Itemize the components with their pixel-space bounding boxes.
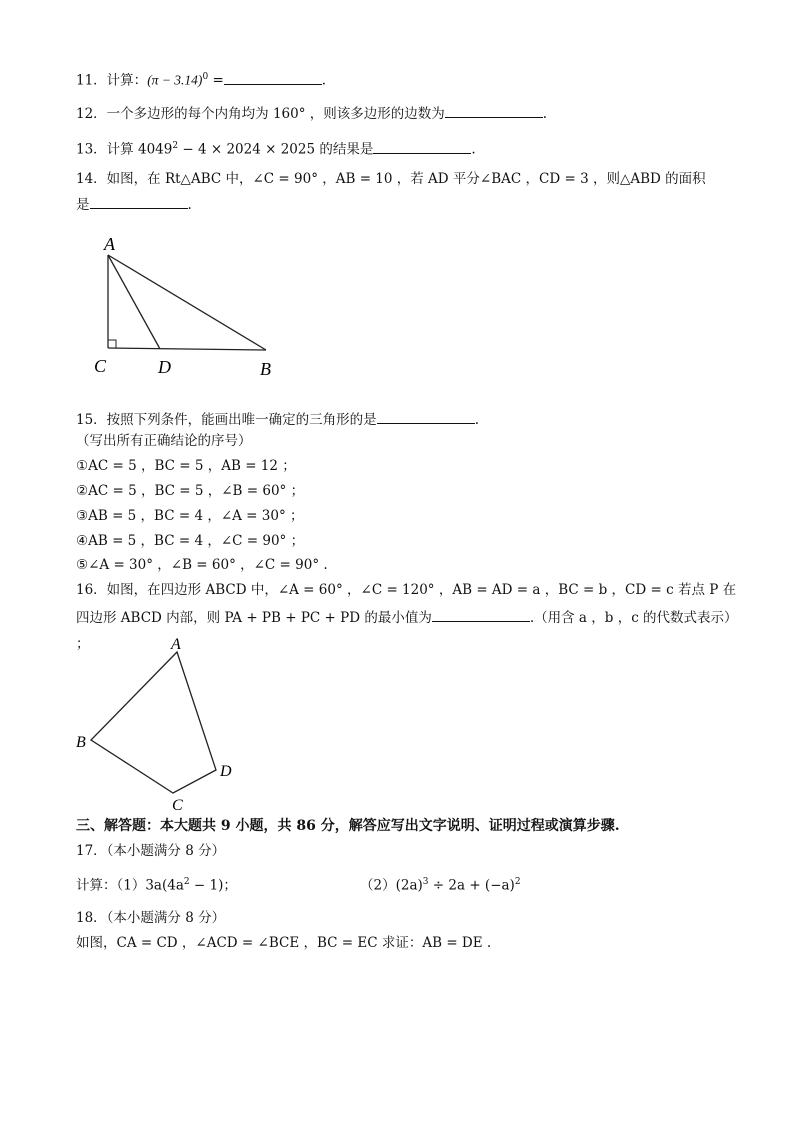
- label-a: A: [171, 636, 181, 653]
- q17-part2-exponent-2: 2: [514, 877, 521, 887]
- answer-blank-12[interactable]: [445, 103, 543, 118]
- q14-line2-prefix: 是: [76, 197, 90, 213]
- answer-blank-14[interactable]: [90, 194, 188, 209]
- q18-header: 18．（本小题满分 8 分）: [76, 910, 226, 926]
- q11-prefix: 11．计算：: [76, 72, 148, 89]
- answer-blank-13[interactable]: [373, 139, 471, 154]
- q12-text: 12．一个多边形的每个内角均为 160° ，则该多边形的边数为: [76, 106, 445, 122]
- question-16-line-2: [76, 607, 738, 627]
- answer-blank-15[interactable]: [377, 409, 475, 424]
- label-c: C: [94, 356, 107, 376]
- q17-part-2: [360, 873, 521, 895]
- q17-part1-exponent: 2: [183, 877, 190, 887]
- answer-blank-16[interactable]: [432, 607, 530, 622]
- label-a: A: [104, 234, 115, 254]
- bisector-ad: [108, 255, 160, 349]
- q11-expr: (π − 3.14): [147, 72, 203, 88]
- question-13: [76, 137, 476, 159]
- q15-line1: 15．按照下列条件，能画出唯一确定的三角形的是: [76, 412, 377, 428]
- q12-end: .: [542, 106, 548, 122]
- section-3-title: 三、解答题：本大题共 9 小题，共 86 分，解答应写出文字说明、证明过程或演算步骤.: [76, 818, 620, 834]
- q17-part1-suffix: − 1)；: [189, 877, 237, 894]
- q16-line1: 16．如图，在四边形 ABCD 中，∠A = 60° ，∠C = 120° ，AB = AD = a ，BC = b ，CD = c 若点 P 在: [76, 582, 737, 598]
- q18-text: 如图，CA = CD ，∠ACD = ∠BCE ，BC = EC 求证：AB = DE .: [76, 935, 492, 951]
- q16-line2-suffix: .（用含 a ，b ，c 的代数式表示）: [529, 610, 738, 626]
- q16-line2-prefix: 四边形 ABCD 内部，则 PA + PB + PC + PD 的最小值为: [76, 610, 432, 626]
- q15-option-2: ②AC = 5 ，BC = 5 ，∠B = 60° ；: [76, 483, 305, 499]
- q15-option-5: ⑤∠A = 30° ，∠B = 60° ，∠C = 90° .: [76, 557, 328, 573]
- q11-exponent: 0: [202, 72, 209, 82]
- label-d: D: [220, 763, 232, 780]
- q13-exponent: 2: [172, 141, 179, 151]
- q17-part2-prefix: （2）(2a): [360, 877, 423, 894]
- q13-end: .: [471, 141, 476, 158]
- q17-part1-prefix: 计算：（1）3a(4a: [76, 877, 184, 894]
- q16-quadrilateral-figure: [70, 630, 260, 815]
- q14-end: .: [187, 197, 192, 213]
- q13-base: 4049: [137, 141, 173, 158]
- q15-option-4: ④AB = 5 ，BC = 4 ，∠C = 90° ；: [76, 533, 305, 549]
- label-b: B: [260, 359, 271, 379]
- question-14-line-2: [76, 194, 192, 214]
- question-16-line-1: [76, 581, 736, 599]
- q11-end: .: [321, 72, 327, 89]
- question-12: [76, 103, 547, 123]
- q13-prefix: 13．计算: [76, 141, 138, 158]
- question-15: [76, 409, 479, 429]
- q17-part-1: [76, 873, 237, 895]
- q17-header: 17．（本小题满分 8 分）: [76, 843, 226, 859]
- right-angle-mark: [108, 340, 116, 348]
- q15-option-1: ①AC = 5 ，BC = 5 ，AB = 12 ；: [76, 458, 296, 474]
- q16-line3: ；: [76, 636, 90, 652]
- q15-end: .: [474, 412, 479, 428]
- question-14-line-1: [76, 170, 706, 188]
- q14-line1: 14．如图，在 Rt△ABC 中，∠C = 90° ，AB = 10 ，若 AD 平分∠BAC ，CD = 3 ，则△ABD 的面积: [76, 171, 706, 187]
- q14-triangle-figure: [80, 230, 300, 390]
- question-11: [76, 68, 326, 90]
- side-ab: [108, 255, 266, 350]
- q17-part2-exponent: 3: [422, 877, 429, 887]
- q17-part2-mid: ÷ 2a + (−a): [428, 877, 515, 894]
- side-cb: [108, 348, 266, 350]
- q11-equals: =: [208, 72, 224, 89]
- answer-blank-11[interactable]: [224, 70, 322, 85]
- label-d: D: [158, 357, 171, 377]
- quadrilateral-abcd: [91, 652, 216, 793]
- label-b: B: [76, 734, 86, 751]
- q15-option-3: ③AB = 5 ，BC = 4 ，∠A = 30° ；: [76, 508, 304, 524]
- q15-note: （写出所有正确结论的序号）: [76, 433, 252, 449]
- q13-rest: − 4 × 2024 × 2025 的结果是: [178, 141, 374, 158]
- label-c: C: [172, 797, 183, 814]
